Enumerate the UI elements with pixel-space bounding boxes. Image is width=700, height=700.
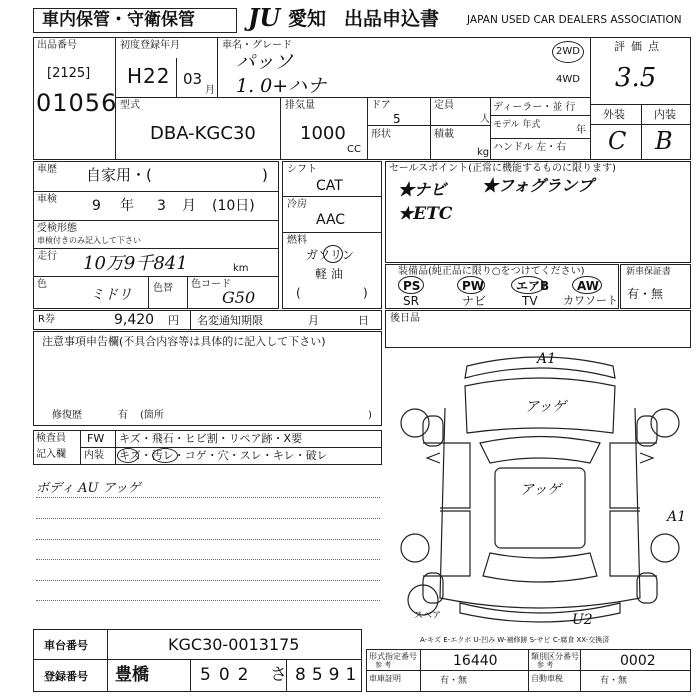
equip-sr: SR — [403, 294, 419, 308]
post-notes-box — [385, 310, 691, 348]
tax-label: 自動車税 — [531, 674, 563, 683]
tax-value: 有・無 — [600, 676, 628, 686]
shift-label: シフト — [287, 164, 317, 175]
inspector-label-1: 検査員 — [36, 433, 66, 444]
equip-kawasort: カワソート — [563, 294, 618, 307]
spare-label: スペア — [414, 611, 442, 621]
name-change-label: 名変通知期限 — [197, 314, 263, 327]
category-value: 0002 — [620, 653, 656, 669]
displacement-unit: CC — [347, 144, 361, 155]
registration-label: 初度登録年月 — [120, 40, 180, 51]
plate-label: 登録番号 — [44, 670, 88, 683]
score-label: 評価点 — [614, 40, 665, 53]
interior-value: B — [655, 127, 673, 155]
repair-close: ) — [368, 410, 372, 421]
category-label: 類別区分番号 — [531, 652, 579, 661]
fw-label: FW — [87, 432, 105, 445]
repair-place: (箇所 — [140, 410, 164, 421]
inspector-label-2: 記入欄 — [36, 449, 66, 460]
year-unit: 年 — [576, 125, 586, 136]
color-label: 色 — [37, 279, 47, 290]
car-name-label: 車名・グレード — [222, 40, 292, 51]
plate-kana: さ — [270, 665, 287, 685]
diagram-mark-roof: アッゲ — [520, 482, 562, 498]
registry-label: 車庫証明 — [369, 674, 401, 683]
diagram-mark-right: A1 — [667, 509, 687, 525]
form-title: 出品申込書 — [344, 8, 440, 30]
diagram-mark-front: A1 — [537, 351, 557, 367]
model-value: DBA-KGC30 — [150, 123, 256, 144]
chassis-label: 車台番号 — [44, 639, 88, 652]
receipt-note: 車検付きのみ記入して下さい — [37, 236, 141, 245]
load-unit: kg — [477, 147, 490, 158]
shape-label: 形状 — [371, 129, 391, 140]
history-close: ) — [262, 166, 268, 184]
color-code-label: 色コード — [191, 279, 231, 290]
equip-aw: AW — [577, 279, 599, 293]
interior-label: 内装 — [654, 108, 676, 121]
registry-value: 有・無 — [440, 676, 468, 686]
model-year-label: モデル 年式 — [493, 120, 541, 130]
inspection-year-unit: 年 — [120, 198, 134, 214]
interior-items-label: 内装 — [84, 450, 104, 461]
inspection-month-unit: 月 — [182, 198, 196, 214]
load-label: 積載 — [434, 129, 454, 140]
car-grade: 1. 0+ハナ — [236, 75, 327, 97]
shift-value: CAT — [316, 178, 343, 194]
ju-logo: JU — [248, 3, 281, 32]
model-label: 型式 — [120, 100, 140, 111]
registration-era-year: H22 — [127, 64, 171, 88]
score-value: 3.5 — [615, 63, 657, 93]
diagram-mark-hood: アッゲ — [525, 399, 567, 415]
fuel-label: 燃料 — [287, 235, 307, 246]
name-change-day: 日 — [358, 314, 369, 327]
top-grid — [33, 37, 691, 160]
auction-sheet: 車内保管・守衛保管 JU 愛知 出品申込書 JAPAN USED CAR DEALERS ASSOCIATION 出品番号 [2125] 01056 初度登録年月 H22 03 月 車名・グレード パッソ 1. 0+ハナ 2WD 4WD 評価点 3.5 外装 内装 C B 型式 DBA-KGC30 排気量 1000 CC ドア 5 形状 定員 人 積載 kg ディーラー・並 行 モデル 年式 年 ハンドル 左・右 車歴 自家用・( ) 車検 9 年 3 月 (10日) 受検形態 車検付きのみ記入して下さい 走行 10万9千841 km 色 ミドリ 色替 色コード G50 シフト CAT 冷房 AAC 燃料 ガソリン 軽 油 ( ) セールスポイント(正常に機能するものに限ります) ★ナビ ★フォグランプ ★ETC 装備品(純正品に限り○をつけてください) PS PW エアB AW SR ナビ TV カワソート 新車保証書 有・無 R券 9,420 円 名変通知期限 月 日 後日品 注意事項申告欄(不具合内容等は具体的に記入して下さい) 修復歴 有 (箇所 ) 検査員 記入欄 FW キズ・飛石・ヒビ割・リペア跡・X要 内装 キズ・汚レ・コゲ・穴・スレ・キレ・破レ ボディ AU アッゲ A1 アッゲ アッゲ A1 U2 スペア A-キズ E-エクボ U-凹み W-補修跡 S-サビ C-腐食 XX-交換済 車台番号 KGC30-0013175 登録番号 豊橋 502 さ 8591 形式指定番号 参 考 16440 類別区分番号 参 考 0002 車庫証明 有・無 自動車税 有・無 — [0, 0, 700, 700]
plate-region: 豊橋 — [115, 665, 149, 685]
equip-tv: TV — [522, 294, 538, 308]
equip-navi: ナビ — [462, 294, 487, 308]
equip-ps: PS — [403, 279, 421, 293]
fuel-diesel: 軽 油 — [315, 267, 343, 281]
aircon-label: 冷房 — [287, 199, 307, 210]
registration-month: 03 — [183, 70, 203, 88]
registration-month-unit: 月 — [205, 85, 215, 96]
aircon-value: AAC — [316, 212, 346, 228]
mileage-value: 10万9千841 — [83, 253, 188, 274]
inspection-year: 9 — [92, 198, 101, 214]
inspection-label: 車検 — [37, 194, 57, 205]
plate-number: 8591 — [295, 665, 363, 685]
notes-label: 注意事項申告欄(不具合内容等は具体的に記入して下さい) — [42, 335, 326, 348]
color-code-value: G50 — [222, 288, 256, 307]
equipment-label: 装備品(純正品に限り○をつけてください) — [398, 266, 585, 277]
selling-point-etc: ★ETC — [398, 204, 453, 224]
lot-label: 出品番号 — [37, 40, 77, 51]
type-designation-value: 16440 — [453, 653, 498, 669]
storage-box — [33, 8, 237, 33]
car-name: パッソ — [236, 51, 294, 73]
equip-airbag: エアB — [516, 279, 550, 293]
chassis-value: KGC30-0013175 — [168, 635, 300, 654]
history-label: 車歴 — [37, 164, 57, 175]
name-change-month: 月 — [308, 314, 319, 327]
displacement-value: 1000 — [300, 123, 346, 144]
capacity-unit: 人 — [480, 114, 490, 125]
mileage-label: 走行 — [37, 251, 57, 262]
equip-pw: PW — [462, 279, 485, 293]
category-sub: 参 考 — [537, 661, 554, 669]
lot-number: 01056 — [36, 89, 118, 117]
inspection-month: 3 — [157, 198, 166, 214]
receipt-label: 受検形態 — [37, 223, 77, 234]
body-note: ボディ AU アッゲ — [36, 481, 141, 496]
repair-history-label: 修復歴 — [52, 410, 82, 421]
drive-4wd: 4WD — [556, 74, 580, 85]
interior-items: キズ・汚レ・コゲ・穴・スレ・キレ・破レ — [119, 449, 328, 462]
doors-label: ドア — [371, 100, 391, 111]
diagram-mark-rear: U2 — [572, 612, 593, 628]
handle-label: ハンドル 左・右 — [493, 142, 567, 153]
doors-value: 5 — [393, 112, 401, 126]
lot-bracket-number: [2125] — [47, 66, 91, 81]
post-notes-label: 後日品 — [390, 313, 420, 324]
fw-items: キズ・飛石・ヒビ割・リペア跡・X要 — [119, 432, 303, 445]
type-designation-label: 形式指定番号 — [369, 652, 417, 661]
exterior-value: C — [608, 127, 627, 155]
repair-yes: 有 — [118, 410, 128, 421]
selling-point-nav: ★ナビ — [398, 180, 447, 199]
recycle-amount: 9,420 — [114, 312, 155, 328]
english-title: JAPAN USED CAR DEALERS ASSOCIATION — [467, 14, 682, 26]
damage-legend: A-キズ E-エクボ U-凹み W-補修跡 S-サビ C-腐食 XX-交換済 — [420, 636, 610, 644]
dealer-label: ディーラー・並 行 — [493, 102, 576, 113]
org-name: 愛知 — [288, 8, 327, 30]
fuel-gasoline: ガソリン — [306, 248, 355, 262]
mileage-unit: km — [233, 263, 249, 274]
warranty-label: 新車保証書 — [626, 267, 672, 277]
selling-points-label: セールスポイント(正常に機能するものに限ります) — [389, 163, 616, 174]
color-change-label: 色替 — [153, 283, 173, 294]
plate-class: 502 — [200, 665, 257, 685]
drive-2wd: 2WD — [556, 46, 580, 57]
warranty-value: 有・無 — [627, 287, 664, 301]
history-value: 自家用・( — [86, 166, 152, 184]
color-value: ミドリ — [90, 287, 132, 303]
displacement-label: 排気量 — [285, 100, 315, 111]
storage-box-text: 車内保管・守衛保管 — [42, 10, 195, 30]
recycle-unit: 円 — [168, 314, 179, 327]
capacity-label: 定員 — [434, 100, 454, 111]
recycle-label: R券 — [38, 314, 55, 325]
exterior-label: 外装 — [603, 108, 625, 121]
selling-point-fog: ★フォグランプ — [482, 176, 594, 195]
inspection-day: (10日) — [212, 198, 255, 214]
type-designation-sub: 参 考 — [375, 661, 392, 669]
